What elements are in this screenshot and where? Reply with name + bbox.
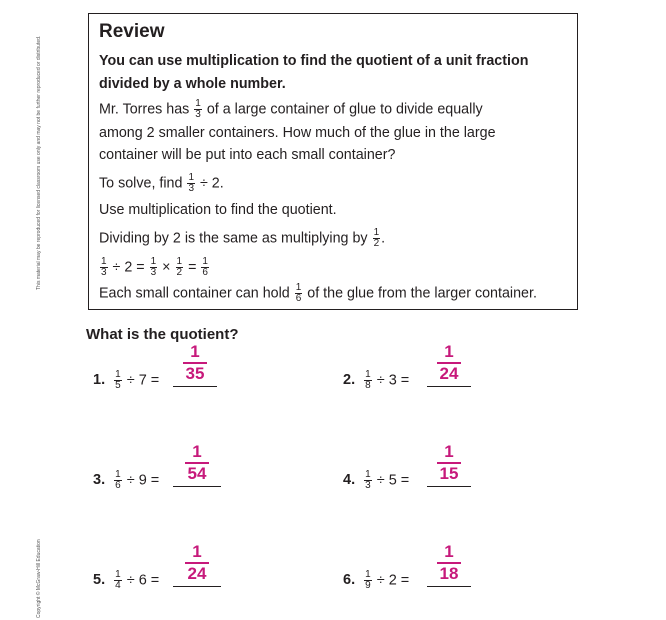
fraction: $\frac{1}{4}$ (115, 569, 121, 591)
rule-line-2: divided by a whole number. (99, 76, 286, 92)
review-title: Review (99, 21, 165, 42)
rule-line-1: You can use multiplication to find the quotient of a unit fraction (99, 53, 529, 69)
copyright-line: Copyright © McGraw-Hill Education (36, 539, 42, 618)
problem-3: 3. $\frac{1}{6}$ ÷ 9 = 1 54 (93, 470, 159, 491)
fraction: $\frac{1}{8}$ (365, 369, 371, 391)
copyright-notice: This material may be reproduced for licensed classroom use only and may not be further reproduced or distributed. (36, 35, 42, 290)
review-box (88, 13, 578, 310)
problem-4: 4. $\frac{1}{3}$ ÷ 5 = 1 15 (343, 470, 409, 491)
story-line-2: among 2 smaller containers. How much of the glue in the large (99, 125, 496, 141)
fraction: $\frac{1}{2}$ (373, 227, 380, 249)
answer-fraction: 1 54 (173, 442, 221, 484)
solve-line: To solve, find $\frac{1}{3}$ ÷ 2. (99, 172, 224, 194)
answer-blank[interactable] (173, 442, 221, 487)
fraction: $\frac{1}{6}$ (295, 282, 302, 304)
answer-fraction: 1 18 (427, 542, 471, 584)
answer-fraction: 1 24 (173, 542, 221, 584)
fraction: $\frac{1}{6}$ (202, 256, 208, 278)
equation-line: $\frac{1}{3}$ ÷ 2 = $\frac{1}{3}$ × $\frac{1}{2}$ = $\frac{1}{6}$ (101, 256, 208, 278)
fraction: $\frac{1}{5}$ (115, 369, 121, 391)
use-multiplication-line: Use multiplication to find the quotient. (99, 202, 337, 218)
problem-6: 6. $\frac{1}{9}$ ÷ 2 = 1 18 (343, 570, 409, 591)
fraction: $\frac{1}{9}$ (365, 569, 371, 591)
answer-fraction: 1 24 (427, 342, 471, 384)
fraction: $\frac{1}{3}$ (365, 469, 371, 491)
question-heading: What is the quotient? (86, 326, 239, 343)
fraction: $\frac{1}{2}$ (176, 256, 183, 278)
answer-fraction: 1 15 (427, 442, 471, 484)
story-line-3: container will be put into each small container? (99, 147, 396, 163)
answer-blank[interactable] (173, 342, 217, 387)
answer-blank[interactable] (173, 542, 221, 587)
fraction: $\frac{1}{3}$ (188, 172, 194, 194)
answer-blank[interactable] (427, 542, 471, 587)
answer-blank[interactable] (427, 442, 471, 487)
conclusion-line: Each small container can hold $\frac{1}{6}$ of the glue from the larger container. (99, 282, 537, 304)
fraction: $\frac{1}{3}$ (101, 256, 107, 278)
fraction: $\frac{1}{3}$ (150, 256, 157, 278)
fraction: $\frac{1}{3}$ (195, 98, 201, 120)
problem-5: 5. $\frac{1}{4}$ ÷ 6 = 1 24 (93, 570, 159, 591)
dividing-line: Dividing by 2 is the same as multiplying by $\frac{1}{2}$ . (99, 227, 386, 249)
answer-fraction: 1 35 (173, 342, 217, 384)
problem-2: 2. $\frac{1}{8}$ ÷ 3 = 1 24 (343, 370, 409, 391)
fraction: $\frac{1}{6}$ (115, 469, 121, 491)
answer-blank[interactable] (427, 342, 471, 387)
story-line-1: Mr. Torres has $\frac{1}{3}$ of a large container of glue to divide equally (99, 98, 483, 120)
problem-1: 1. $\frac{1}{5}$ ÷ 7 = 1 35 (93, 370, 159, 391)
